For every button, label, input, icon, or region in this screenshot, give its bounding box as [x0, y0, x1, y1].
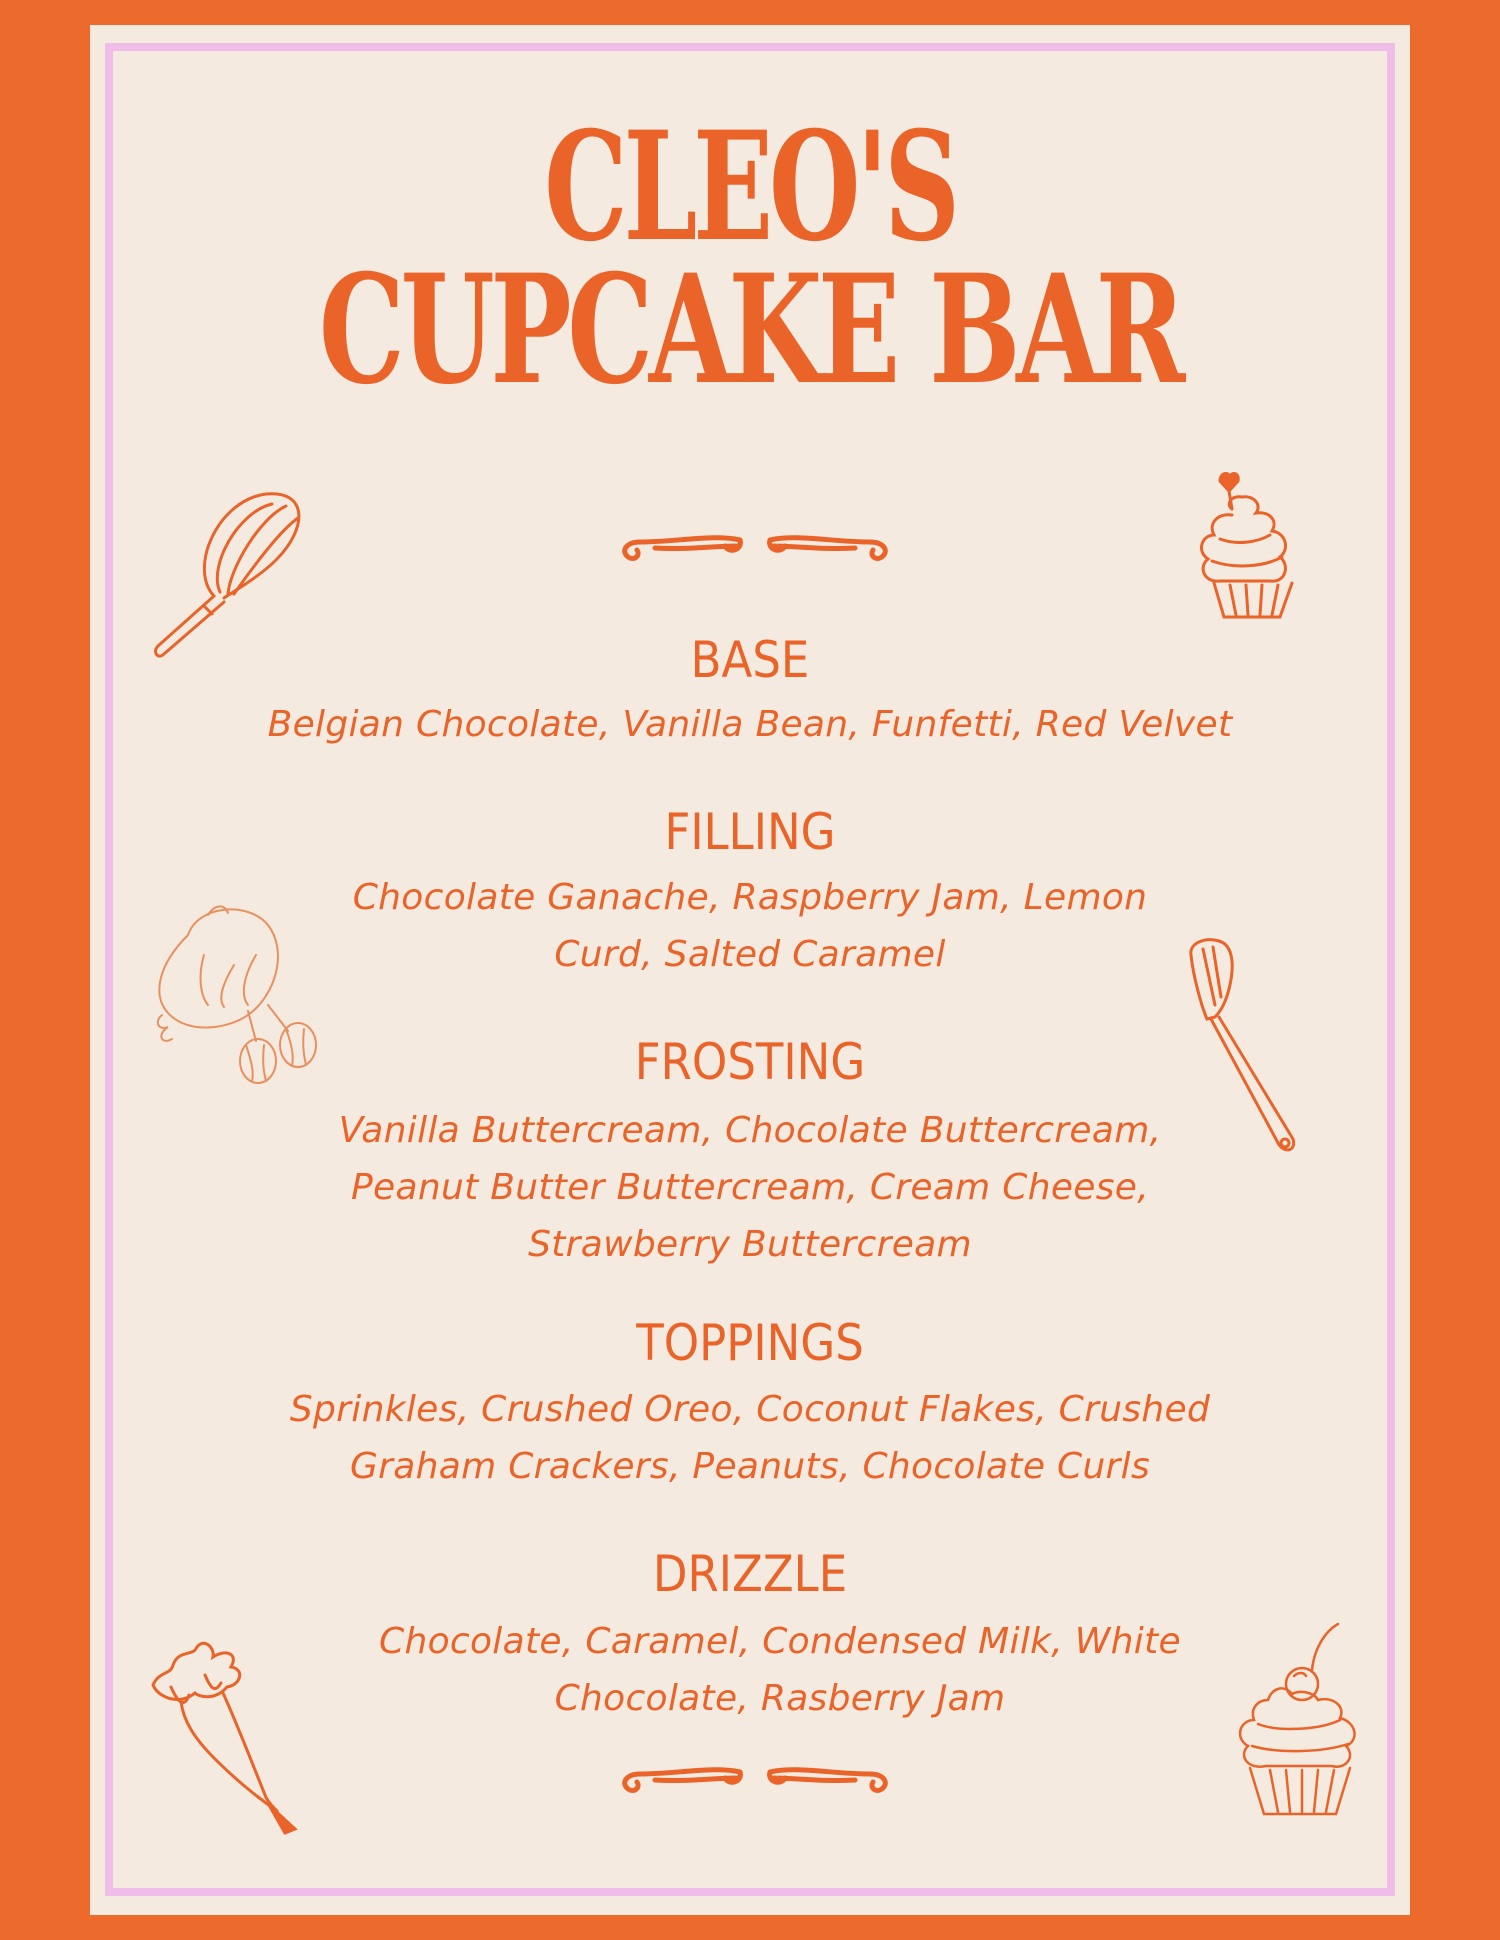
section-heading-base: BASE: [690, 631, 810, 689]
section-items-base: Belgian Chocolate, Vanilla Bean, Funfetti, Red Velvet: [267, 704, 1233, 745]
title-line-2: CUPCAKE BAR: [318, 242, 1182, 418]
flourish-divider-icon: [615, 520, 895, 570]
section-items-drizzle: Chocolate, Caramel, Condensed Milk, White Chocolate, Rasberry Jam: [379, 1621, 1181, 1719]
flourish-divider-icon: [615, 1752, 895, 1802]
section-heading-frosting: FROSTING: [634, 1033, 866, 1091]
section-items-filling: Chocolate Ganache, Raspberry Jam, Lemon Curd, Salted Caramel: [352, 877, 1148, 975]
title-line-1: CLEO'S: [544, 99, 956, 275]
section-heading-toppings: TOPPINGS: [636, 1314, 864, 1372]
cupcake-icon: [1190, 465, 1320, 625]
piping-bag-icon: [145, 1635, 305, 1835]
section-items-frosting: Vanilla Buttercream, Chocolate Buttercream, Peanut Butter Buttercream, Cream Cheese, Strawberry Buttercream: [338, 1110, 1162, 1265]
section-items-toppings: Sprinkles, Crushed Oreo, Coconut Flakes, Crushed Graham Crackers, Peanuts, Chocolate Curls: [289, 1389, 1211, 1487]
whisk-icon: [148, 488, 313, 658]
section-heading-drizzle: DRIZZLE: [652, 1545, 848, 1603]
cherry-cupcake-icon: [1228, 1620, 1373, 1820]
section-heading-filling: FILLING: [664, 803, 836, 861]
